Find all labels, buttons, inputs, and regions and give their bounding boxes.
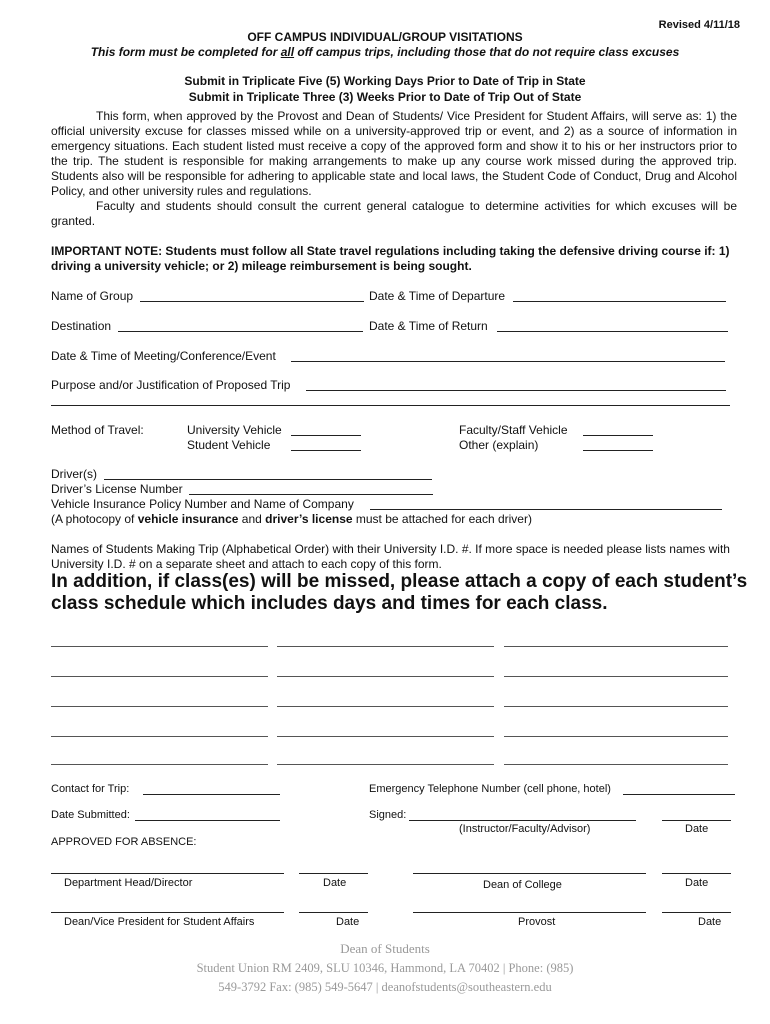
purpose-field[interactable]	[306, 390, 726, 391]
approved-for-absence: APPROVED FOR ABSENCE:	[51, 836, 197, 848]
instructor-caption: (Instructor/Faculty/Advisor)	[459, 823, 591, 835]
contact-for-trip-field[interactable]	[143, 794, 280, 795]
student-line[interactable]	[504, 646, 728, 647]
dean-vp-signature[interactable]	[51, 912, 284, 913]
license-label: Driver’s License Number	[51, 482, 183, 496]
meeting-label: Date & Time of Meeting/Conference/Event	[51, 349, 276, 363]
department-head-signature[interactable]	[51, 873, 284, 874]
departure-field[interactable]	[513, 301, 726, 302]
student-names-instructions	[51, 542, 737, 572]
student-vehicle-label: Student Vehicle	[187, 438, 271, 452]
footer-contact: 549-3792 Fax: (985) 549-5647 | deanofstudents@southeastern.edu	[218, 980, 552, 994]
drivers-field[interactable]	[104, 479, 432, 480]
signed-date-field[interactable]	[662, 820, 731, 821]
student-line[interactable]	[504, 706, 728, 707]
destination-field[interactable]	[118, 331, 363, 332]
footer-office: Dean of Students	[340, 941, 430, 956]
intro-text	[51, 109, 737, 229]
student-line[interactable]	[51, 764, 268, 765]
department-head-date-label: Date	[323, 877, 347, 889]
department-head-label: Department Head/Director	[64, 877, 193, 889]
drivers-label: Driver(s)	[51, 467, 97, 481]
submit-out-of-state: Submit in Triplicate Three (3) Weeks Prior to Date of Trip Out of State	[188, 90, 582, 104]
provost-date-field[interactable]	[662, 912, 731, 913]
student-line[interactable]	[277, 764, 494, 765]
student-line[interactable]	[504, 736, 728, 737]
subtitle-pre: This form must be completed for	[90, 45, 281, 59]
dean-college-date-field[interactable]	[662, 873, 731, 874]
student-line[interactable]	[504, 764, 728, 765]
intro-paragraph-2: Faculty and students should consult the current general catalogue to determine activities for which excuses will be granted.	[51, 199, 737, 228]
license-field[interactable]	[189, 494, 433, 495]
method-of-travel-label: Method of Travel:	[51, 423, 144, 437]
dean-vp-label: Dean/Vice President for Student Affairs	[64, 916, 255, 928]
purpose-label: Purpose and/or Justification of Proposed Trip	[51, 378, 291, 392]
name-of-group-label: Name of Group	[51, 289, 134, 303]
intro-paragraph-1: This form, when approved by the Provost and Dean of Students/ Vice President for Student Affairs, will serve as: 1) the official university excuse for classes missed while on a university-approved trip or event, and 2) as a source of information in emergency situations. Each student listed must receive a copy of the approved form and show it to his or her instructors prior to the trip. The student is responsible for making arrangements to make up any course work missed during the approved trip. Students also will be responsible for adhering to applicable state and local laws, the Student Code of Conduct, Drug and Alcohol Policy, and other university rules and regulations.	[51, 109, 737, 198]
note-vehicle-insurance: vehicle insurance	[137, 512, 239, 526]
date-submitted-field[interactable]	[135, 820, 280, 821]
subtitle-post: off campus trips, including those that do not require class excuses	[294, 45, 680, 59]
student-line[interactable]	[504, 676, 728, 677]
university-vehicle-field[interactable]	[291, 435, 361, 436]
student-line[interactable]	[277, 646, 494, 647]
student-names-text: Names of Students Making Trip (Alphabetical Order) with their University I.D. #. If more space is needed please lists names with University I.D. # on a separate sheet and attach to each copy of this form.	[51, 542, 730, 571]
form-title: OFF CAMPUS INDIVIDUAL/GROUP VISITATIONS	[247, 30, 523, 44]
dean-college-date-label: Date	[685, 877, 709, 889]
provost-signature[interactable]	[413, 912, 646, 913]
important-note: IMPORTANT NOTE: Students must follow all State travel regulations including taking the defensive driving course if: 1) driving a university vehicle; or 2) mileage reimbursement is being sought.	[51, 244, 730, 273]
name-of-group-field[interactable]	[140, 301, 364, 302]
signed-label: Signed:	[369, 809, 407, 821]
signed-date-caption: Date	[685, 823, 709, 835]
student-line[interactable]	[277, 676, 494, 677]
dean-college-signature[interactable]	[413, 873, 646, 874]
note-drivers-license: driver’s license	[265, 512, 353, 526]
university-vehicle-label: University Vehicle	[187, 423, 282, 437]
student-line[interactable]	[51, 676, 268, 677]
student-line[interactable]	[277, 736, 494, 737]
meeting-field[interactable]	[291, 361, 725, 362]
purpose-field-continued[interactable]	[51, 405, 730, 406]
provost-label: Provost	[518, 916, 556, 928]
class-schedule-notice: In addition, if class(es) will be missed, please attach a copy of each student’s class schedule which includes days and times for each class.	[51, 571, 748, 614]
signature-field[interactable]	[409, 820, 636, 821]
student-line[interactable]	[51, 736, 268, 737]
other-travel-label: Other (explain)	[459, 438, 539, 452]
destination-label: Destination	[51, 319, 112, 333]
department-head-date-field[interactable]	[299, 873, 368, 874]
return-label: Date & Time of Return	[369, 319, 488, 333]
subtitle-underlined: all	[280, 45, 295, 59]
submit-in-state: Submit in Triplicate Five (5) Working Days Prior to Date of Trip in State	[184, 74, 586, 88]
provost-date-label: Date	[698, 916, 722, 928]
student-line[interactable]	[51, 646, 268, 647]
note-pre: (A photocopy of	[51, 512, 138, 526]
other-travel-field[interactable]	[583, 450, 653, 451]
revised-date: Revised 4/11/18	[658, 19, 740, 31]
insurance-label: Vehicle Insurance Policy Number and Name of Company	[51, 497, 354, 511]
return-field[interactable]	[497, 331, 728, 332]
emergency-phone-label: Emergency Telephone Number (cell phone, hotel)	[369, 783, 611, 795]
student-line[interactable]	[277, 706, 494, 707]
form-subtitle	[0, 45, 770, 59]
note-post: must be attached for each driver)	[352, 512, 532, 526]
faculty-vehicle-field[interactable]	[583, 435, 653, 436]
dean-vp-date-field[interactable]	[299, 912, 368, 913]
departure-label: Date & Time of Departure	[369, 289, 506, 303]
emergency-phone-field[interactable]	[623, 794, 735, 795]
insurance-field[interactable]	[370, 509, 722, 510]
student-line[interactable]	[51, 706, 268, 707]
date-submitted-label: Date Submitted:	[51, 809, 130, 821]
student-vehicle-field[interactable]	[291, 450, 361, 451]
contact-for-trip-label: Contact for Trip:	[51, 783, 130, 795]
note-mid: and	[238, 512, 266, 526]
faculty-vehicle-label: Faculty/Staff Vehicle	[459, 423, 568, 437]
attachment-note	[51, 512, 532, 526]
dean-college-label: Dean of College	[483, 879, 562, 891]
dean-vp-date-label: Date	[336, 916, 360, 928]
footer-address: Student Union RM 2409, SLU 10346, Hammond, LA 70402 | Phone: (985)	[196, 961, 574, 975]
